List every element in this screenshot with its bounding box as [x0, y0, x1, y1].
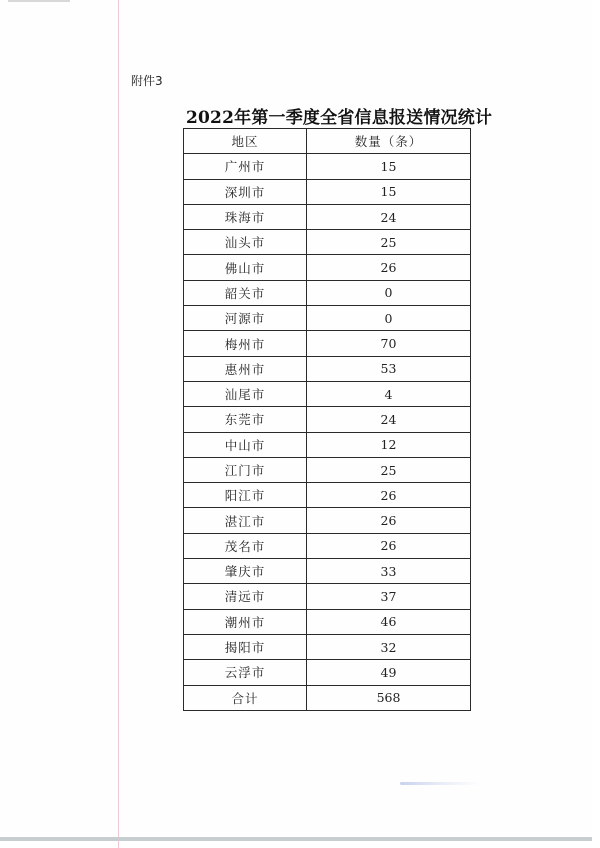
- table-row: [184, 559, 471, 584]
- count-cell: 25: [307, 230, 471, 255]
- count-cell: 26: [307, 255, 471, 280]
- count-cell: 12: [307, 432, 471, 457]
- region-cell: 惠州市: [184, 356, 307, 381]
- table-row: [184, 533, 471, 558]
- table-row: [184, 381, 471, 406]
- count-cell: 25: [307, 457, 471, 482]
- table-row: [184, 634, 471, 659]
- count-cell: 37: [307, 584, 471, 609]
- page-bottom-edge: [0, 837, 592, 841]
- count-cell: 26: [307, 533, 471, 558]
- count-cell: 70: [307, 331, 471, 356]
- region-cell: 湛江市: [184, 508, 307, 533]
- table-row: [184, 331, 471, 356]
- region-cell: 河源市: [184, 306, 307, 331]
- region-cell: 韶关市: [184, 280, 307, 305]
- count-cell: 32: [307, 634, 471, 659]
- region-cell: 江门市: [184, 457, 307, 482]
- table-row: [184, 154, 471, 179]
- table-row: [184, 204, 471, 229]
- count-cell: 4: [307, 381, 471, 406]
- total-label-cell: 合计: [184, 685, 307, 710]
- region-cell: 揭阳市: [184, 634, 307, 659]
- region-cell: 茂名市: [184, 533, 307, 558]
- table-row: [184, 179, 471, 204]
- region-cell: 珠海市: [184, 204, 307, 229]
- table-row: [184, 230, 471, 255]
- region-cell: 广州市: [184, 154, 307, 179]
- table-row: [184, 356, 471, 381]
- count-cell: 46: [307, 609, 471, 634]
- scan-artifact: [400, 782, 480, 785]
- count-cell: 15: [307, 154, 471, 179]
- table-row: [184, 584, 471, 609]
- region-cell: 汕尾市: [184, 381, 307, 406]
- table-row: [184, 407, 471, 432]
- count-cell: 53: [307, 356, 471, 381]
- count-cell: 24: [307, 407, 471, 432]
- region-cell: 佛山市: [184, 255, 307, 280]
- document-title: 2022年第一季度全省信息报送情况统计: [186, 108, 493, 128]
- count-cell: 0: [307, 306, 471, 331]
- statistics-table: [183, 128, 471, 711]
- region-cell: 潮州市: [184, 609, 307, 634]
- table-row: [184, 432, 471, 457]
- region-cell: 深圳市: [184, 179, 307, 204]
- table-row: [184, 660, 471, 685]
- region-cell: 阳江市: [184, 483, 307, 508]
- header-region: 地区: [184, 129, 307, 154]
- table-row: [184, 483, 471, 508]
- table-row: [184, 508, 471, 533]
- count-cell: 24: [307, 204, 471, 229]
- region-cell: 云浮市: [184, 660, 307, 685]
- page-right-margin: [592, 0, 600, 848]
- table-total-row: [184, 685, 471, 710]
- table-row: [184, 306, 471, 331]
- count-cell: 33: [307, 559, 471, 584]
- table-row: [184, 457, 471, 482]
- region-cell: 肇庆市: [184, 559, 307, 584]
- region-cell: 东莞市: [184, 407, 307, 432]
- table-row: [184, 255, 471, 280]
- count-cell: 26: [307, 483, 471, 508]
- header-count: 数量（条）: [307, 129, 471, 154]
- table-row: [184, 280, 471, 305]
- margin-line: [118, 0, 119, 848]
- count-cell: 26: [307, 508, 471, 533]
- scan-artifact: [8, 0, 70, 2]
- table-row: [184, 609, 471, 634]
- region-cell: 汕头市: [184, 230, 307, 255]
- table-header-row: [184, 129, 471, 154]
- count-cell: 0: [307, 280, 471, 305]
- count-cell: 15: [307, 179, 471, 204]
- count-cell: 49: [307, 660, 471, 685]
- region-cell: 梅州市: [184, 331, 307, 356]
- region-cell: 中山市: [184, 432, 307, 457]
- attachment-label: 附件3: [131, 74, 163, 88]
- region-cell: 清远市: [184, 584, 307, 609]
- total-count-cell: 568: [307, 685, 471, 710]
